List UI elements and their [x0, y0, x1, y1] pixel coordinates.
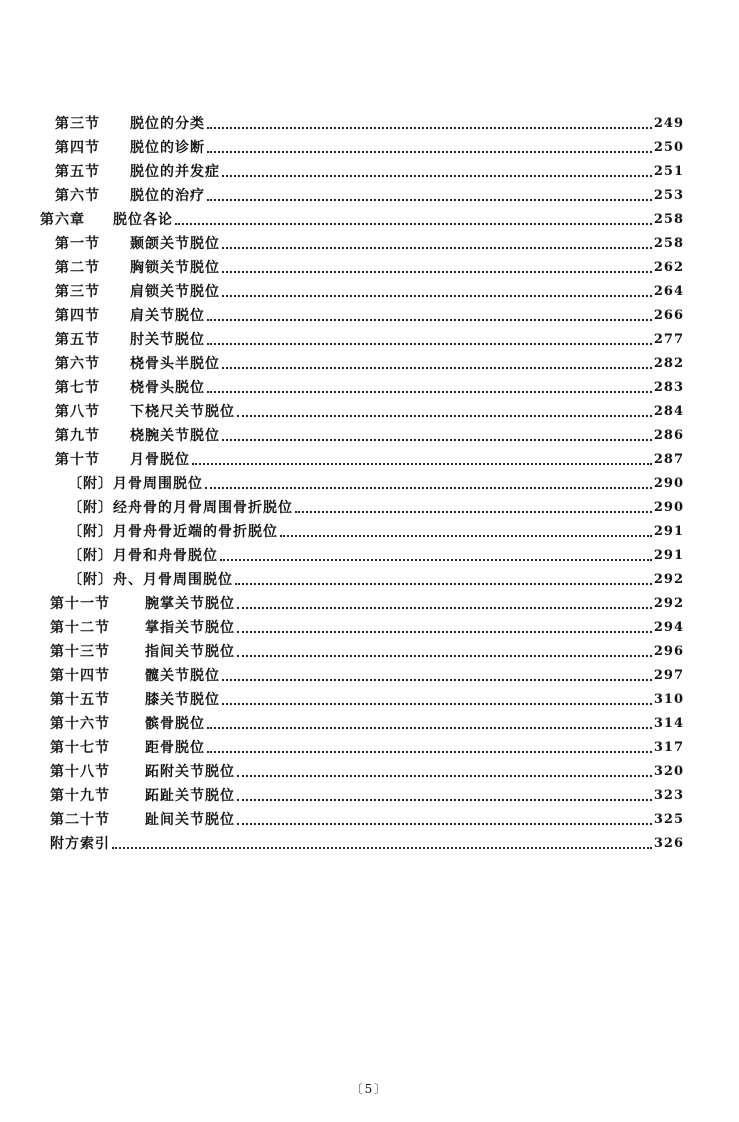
toc-dot-leader — [207, 151, 652, 153]
toc-entry-page: 287 — [652, 448, 684, 472]
toc-entry-number: 第十四节 — [50, 668, 110, 684]
toc-entry-number: 第八节 — [55, 404, 100, 420]
toc-dot-leader — [222, 703, 652, 705]
toc-dot-leader — [237, 799, 652, 801]
toc-entry-page: 258 — [652, 232, 684, 256]
toc-entry-title: 月骨周围脱位 — [113, 476, 203, 492]
toc-entry-page: 294 — [652, 616, 684, 640]
toc-entry — [0, 208, 739, 232]
toc-entry-page: 310 — [652, 688, 684, 712]
toc-entry — [0, 472, 739, 496]
toc-entry — [0, 256, 739, 280]
toc-entry-page: 251 — [652, 160, 684, 184]
page-number-footer: 〔5〕 — [350, 1082, 389, 1096]
toc-dot-leader — [207, 199, 652, 201]
toc-entry-page: 262 — [652, 256, 684, 280]
toc-entry-title: 髋关节脱位 — [145, 668, 220, 684]
toc-entry-number: 第六节 — [55, 356, 100, 372]
toc-entry-number: 第十六节 — [50, 716, 110, 732]
toc-dot-leader — [237, 655, 652, 657]
toc-entry — [0, 160, 739, 184]
toc-entry-number: 〔附〕 — [68, 548, 113, 564]
toc-entry-number: 第五节 — [55, 332, 100, 348]
toc-dot-leader — [237, 607, 652, 609]
toc-dot-leader — [222, 439, 652, 441]
toc-entry — [0, 736, 739, 760]
toc-entry-title: 肩锁关节脱位 — [130, 284, 220, 300]
toc-entry-page: 290 — [652, 496, 684, 520]
toc-entry — [0, 640, 739, 664]
toc-entry-title: 舟、月骨周围脱位 — [113, 572, 233, 588]
toc-dot-leader — [222, 295, 652, 297]
toc-dot-leader — [237, 775, 652, 777]
toc-entry-number: 第四节 — [55, 140, 100, 156]
toc-entry-title: 距骨脱位 — [145, 740, 205, 756]
toc-entry-page: 325 — [652, 808, 684, 832]
toc-entry-number: 第六章 — [40, 212, 85, 228]
toc-entry — [0, 376, 739, 400]
toc-entry — [0, 808, 739, 832]
toc-entry — [0, 448, 739, 472]
toc-entry-page: 292 — [652, 568, 684, 592]
toc-dot-leader — [207, 727, 652, 729]
toc-entry-page: 282 — [652, 352, 684, 376]
toc-entry-number: 〔附〕 — [68, 476, 113, 492]
toc-dot-leader — [220, 559, 652, 561]
toc-entry-title: 指间关节脱位 — [145, 644, 235, 660]
toc-dot-leader — [207, 127, 652, 129]
toc-entry-page: 314 — [652, 712, 684, 736]
toc-entry-number: 第七节 — [55, 380, 100, 396]
table-of-contents — [0, 112, 739, 856]
toc-entry — [0, 664, 739, 688]
toc-entry — [0, 544, 739, 568]
toc-entry-page: 291 — [652, 544, 684, 568]
toc-entry-title: 下桡尺关节脱位 — [130, 404, 235, 420]
toc-entry-page: 277 — [652, 328, 684, 352]
toc-entry-number: 〔附〕 — [68, 572, 113, 588]
toc-entry — [0, 328, 739, 352]
toc-dot-leader — [222, 271, 652, 273]
toc-entry-number: 第十一节 — [50, 596, 110, 612]
toc-entry — [0, 136, 739, 160]
toc-entry-number: 第二节 — [55, 260, 100, 276]
toc-dot-leader — [237, 631, 652, 633]
toc-dot-leader — [235, 583, 652, 585]
toc-entry-page: 253 — [652, 184, 684, 208]
toc-entry-title: 脱位的并发症 — [130, 164, 220, 180]
toc-entry-number: 第十八节 — [50, 764, 110, 780]
toc-entry-number: 〔附〕 — [68, 524, 113, 540]
toc-entry-page: 292 — [652, 592, 684, 616]
toc-entry-title: 跖趾关节脱位 — [145, 788, 235, 804]
toc-entry-page: 323 — [652, 784, 684, 808]
toc-entry-title: 肩关节脱位 — [130, 308, 205, 324]
toc-entry-title: 脱位各论 — [113, 212, 173, 228]
toc-entry-number: 第十二节 — [50, 620, 110, 636]
toc-dot-leader — [192, 463, 652, 465]
toc-entry — [0, 304, 739, 328]
toc-entry-number: 第十节 — [55, 452, 100, 468]
toc-entry-number: 第十七节 — [50, 740, 110, 756]
toc-entry-title: 趾间关节脱位 — [145, 812, 235, 828]
toc-dot-leader — [222, 367, 652, 369]
toc-entry-number: 第十三节 — [50, 644, 110, 660]
toc-entry-page: 296 — [652, 640, 684, 664]
toc-entry-page: 326 — [652, 832, 684, 856]
toc-entry-page: 264 — [652, 280, 684, 304]
toc-entry-page: 249 — [652, 112, 684, 136]
toc-entry — [0, 184, 739, 208]
toc-entry-title: 桡腕关节脱位 — [130, 428, 220, 444]
toc-dot-leader — [207, 391, 652, 393]
toc-dot-leader — [222, 247, 652, 249]
toc-entry-number: 第九节 — [55, 428, 100, 444]
toc-entry-title: 膝关节脱位 — [145, 692, 220, 708]
toc-entry-number: 第十九节 — [50, 788, 110, 804]
toc-dot-leader — [237, 415, 652, 417]
toc-entry-title: 桡骨头脱位 — [130, 380, 205, 396]
toc-entry-page: 284 — [652, 400, 684, 424]
toc-entry — [0, 592, 739, 616]
toc-dot-leader — [222, 679, 652, 681]
toc-entry — [0, 424, 739, 448]
toc-entry-title: 月骨舟骨近端的骨折脱位 — [113, 524, 278, 540]
toc-entry — [0, 832, 739, 856]
toc-entry — [0, 784, 739, 808]
toc-entry-title: 颞颌关节脱位 — [130, 236, 220, 252]
toc-entry-page: 317 — [652, 736, 684, 760]
toc-entry — [0, 496, 739, 520]
toc-dot-leader — [205, 487, 652, 489]
toc-entry-page: 297 — [652, 664, 684, 688]
toc-dot-leader — [207, 751, 652, 753]
toc-entry-title: 跖附关节脱位 — [145, 764, 235, 780]
toc-entry-title: 髌骨脱位 — [145, 716, 205, 732]
toc-entry-number: 第一节 — [55, 236, 100, 252]
toc-entry-page: 286 — [652, 424, 684, 448]
toc-entry-number: 第六节 — [55, 188, 100, 204]
toc-entry — [0, 400, 739, 424]
toc-dot-leader — [207, 343, 652, 345]
toc-entry — [0, 712, 739, 736]
toc-entry-title: 月骨和舟骨脱位 — [113, 548, 218, 564]
toc-entry-number: 第三节 — [55, 116, 100, 132]
toc-entry-title: 经舟骨的月骨周围骨折脱位 — [113, 500, 293, 516]
toc-entry-page: 290 — [652, 472, 684, 496]
toc-dot-leader — [175, 223, 652, 225]
toc-entry-number: 第五节 — [55, 164, 100, 180]
toc-entry — [0, 568, 739, 592]
toc-entry — [0, 760, 739, 784]
toc-entry-title: 肘关节脱位 — [130, 332, 205, 348]
toc-entry — [0, 280, 739, 304]
toc-entry-title: 脱位的治疗 — [130, 188, 205, 204]
toc-entry-title: 脱位的诊断 — [130, 140, 205, 156]
toc-entry-title: 掌指关节脱位 — [145, 620, 235, 636]
toc-entry-title: 月骨脱位 — [130, 452, 190, 468]
toc-entry-number: 第二十节 — [50, 812, 110, 828]
toc-entry-title: 腕掌关节脱位 — [145, 596, 235, 612]
toc-entry — [0, 352, 739, 376]
toc-entry-number: 第四节 — [55, 308, 100, 324]
toc-entry-page: 291 — [652, 520, 684, 544]
toc-entry-number: 〔附〕 — [68, 500, 113, 516]
toc-entry-title: 脱位的分类 — [130, 116, 205, 132]
toc-entry — [0, 616, 739, 640]
toc-dot-leader — [295, 511, 652, 513]
toc-entry-page: 258 — [652, 208, 684, 232]
toc-entry — [0, 688, 739, 712]
toc-entry — [0, 232, 739, 256]
toc-entry-number: 第十五节 — [50, 692, 110, 708]
toc-dot-leader — [237, 823, 652, 825]
toc-entry — [0, 112, 739, 136]
toc-entry-page: 266 — [652, 304, 684, 328]
toc-dot-leader — [280, 535, 652, 537]
toc-entry-page: 283 — [652, 376, 684, 400]
toc-entry — [0, 520, 739, 544]
toc-entry-page: 320 — [652, 760, 684, 784]
toc-entry-number: 第三节 — [55, 284, 100, 300]
toc-entry-title: 附方索引 — [50, 836, 110, 852]
toc-dot-leader — [207, 319, 652, 321]
toc-entry-title: 桡骨头半脱位 — [130, 356, 220, 372]
toc-dot-leader — [222, 175, 652, 177]
toc-entry-page: 250 — [652, 136, 684, 160]
toc-dot-leader — [112, 847, 652, 849]
toc-entry-title: 胸锁关节脱位 — [130, 260, 220, 276]
